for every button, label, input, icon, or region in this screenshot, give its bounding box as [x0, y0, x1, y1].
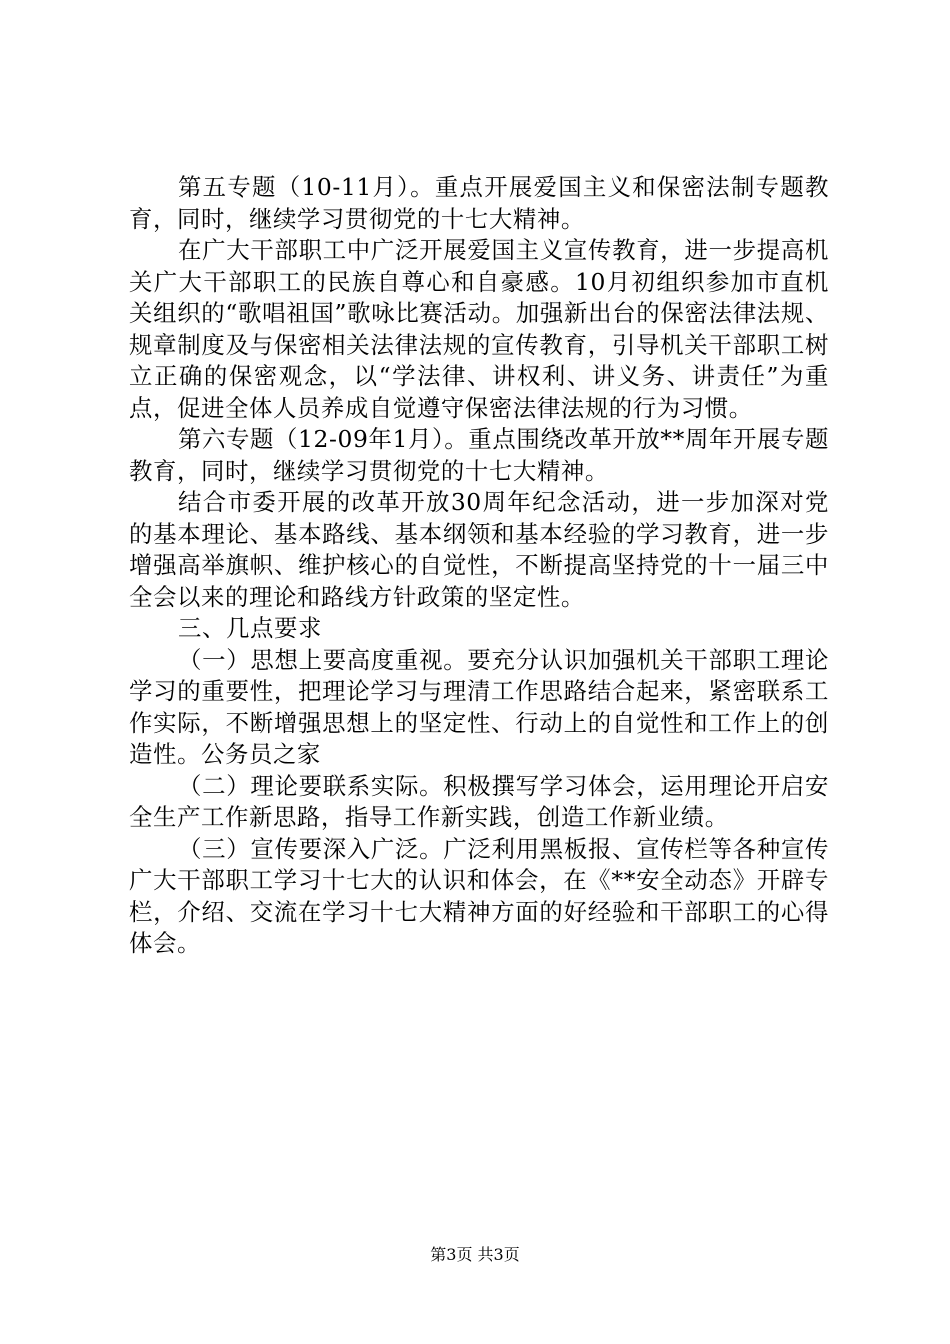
paragraph-requirement-three: （三）宣传要深入广泛。广泛利用黑板报、宣传栏等各种宣传广大干部职工学习十七大的认识和体会，在《**安全动态》开辟专栏，介绍、交流在学习十七大精神方面的好经验和干部职工的心得体会。 — [129, 834, 829, 957]
paragraph-requirement-one: （一）思想上要高度重视。要充分认识加强机关干部职工理论学习的重要性，把理论学习与理清工作思路结合起来，紧密联系工作实际，不断增强思想上的坚定性、行动上的自觉性和工作上的创造性。公务员之家 — [129, 645, 829, 768]
paragraph-patriotism-education: 在广大干部职工中广泛开展爱国主义宣传教育，进一步提高机关广大干部职工的民族自尊心和自豪感。10月初组织参加市直机关组织的“歌唱祖国”歌咏比赛活动。加强新出台的保密法律法规、规章制度及与保密相关法律法规的宣传教育，引导机关干部职工树立正确的保密观念，以“学法律、讲权利、讲义务、讲责任”为重点，促进全体人员养成自觉遵守保密法律法规的行为习惯。 — [129, 236, 829, 422]
paragraph-reform-anniversary: 结合市委开展的改革开放30周年纪念活动，进一步加深对党的基本理论、基本路线、基本纲领和基本经验的学习教育，进一步增强高举旗帜、维护核心的自觉性，不断提高坚持党的十一届三中全会以来的理论和路线方针政策的坚定性。 — [129, 488, 829, 611]
section-heading-requirements: 三、几点要求 — [178, 614, 322, 642]
page-number-footer: 第3页 共3页 — [430, 1245, 520, 1264]
paragraph-topic-five: 第五专题（10-11月）。重点开展爱国主义和保密法制专题教育，同时，继续学习贯彻党的十七大精神。 — [129, 173, 829, 233]
paragraph-requirement-two: （二）理论要联系实际。积极撰写学习体会，运用理论开启安全生产工作新思路，指导工作新实践，创造工作新业绩。 — [129, 771, 829, 831]
document-body — [129, 172, 829, 960]
paragraph-topic-six: 第六专题（12-09年1月）。重点围绕改革开放**周年开展专题教育，同时，继续学习贯彻党的十七大精神。 — [129, 425, 829, 485]
